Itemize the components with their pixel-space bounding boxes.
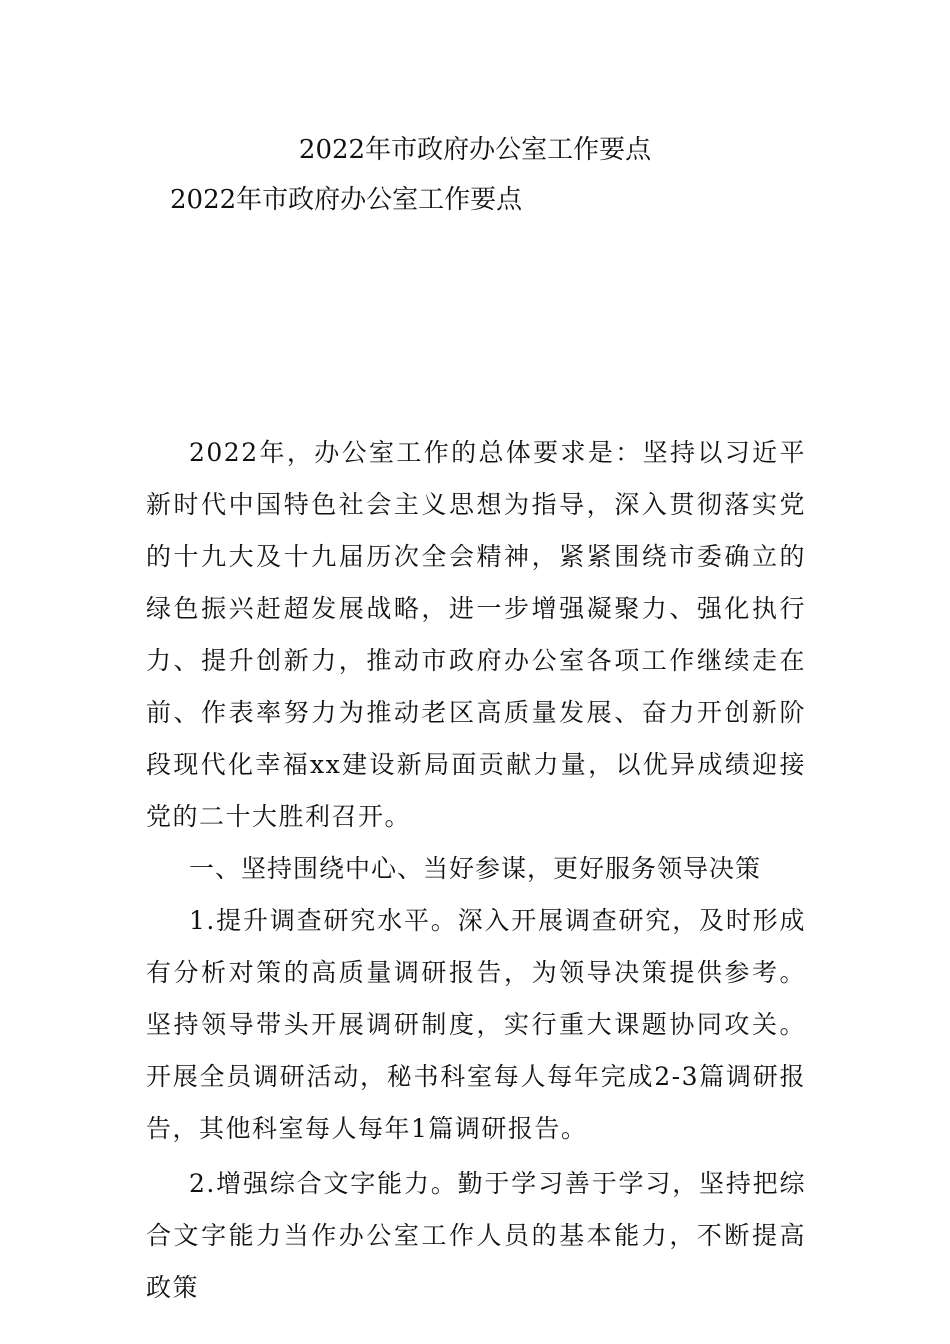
document-title-repeated: 2022年市政府办公室工作要点 [170, 185, 523, 215]
paragraph-item-2: 2.增强综合文字能力。勤于学习善于学习，坚持把综合文字能力当作办公室工作人员的基本能力，不断提高政策 [146, 1169, 806, 1302]
paragraph-item-1: 1.提升调查研究水平。深入开展调查研究，及时形成有分析对策的高质量调研报告，为领导决策提供参考。坚持领导带头开展调研制度，实行重大课题协同攻关。开展全员调研活动，秘书科室每人每年完成2-3篇调研报告，其他科室每人每年1篇调研报告。 [146, 906, 806, 1143]
paragraph-general-requirements: 2022年，办公室工作的总体要求是：坚持以习近平新时代中国特色社会主义思想为指导，深入贯彻落实党的十九大及十九届历次全会精神，紧紧围绕市委确立的绿色振兴赶超发展战略，进一步增强凝聚力、强化执行力、提升创新力，推动市政府办公室各项工作继续走在前、作表率努力为推动老区高质量发展、奋力开创新阶段现代化幸福xx建设新局面贡献力量，以优异成绩迎接党的二十大胜利召开。 [146, 438, 806, 831]
document-body [146, 427, 806, 1314]
section-heading-one: 一、坚持围绕中心、当好参谋，更好服务领导决策 [189, 854, 762, 883]
document-title-centered: 2022年市政府办公室工作要点 [298, 135, 652, 165]
